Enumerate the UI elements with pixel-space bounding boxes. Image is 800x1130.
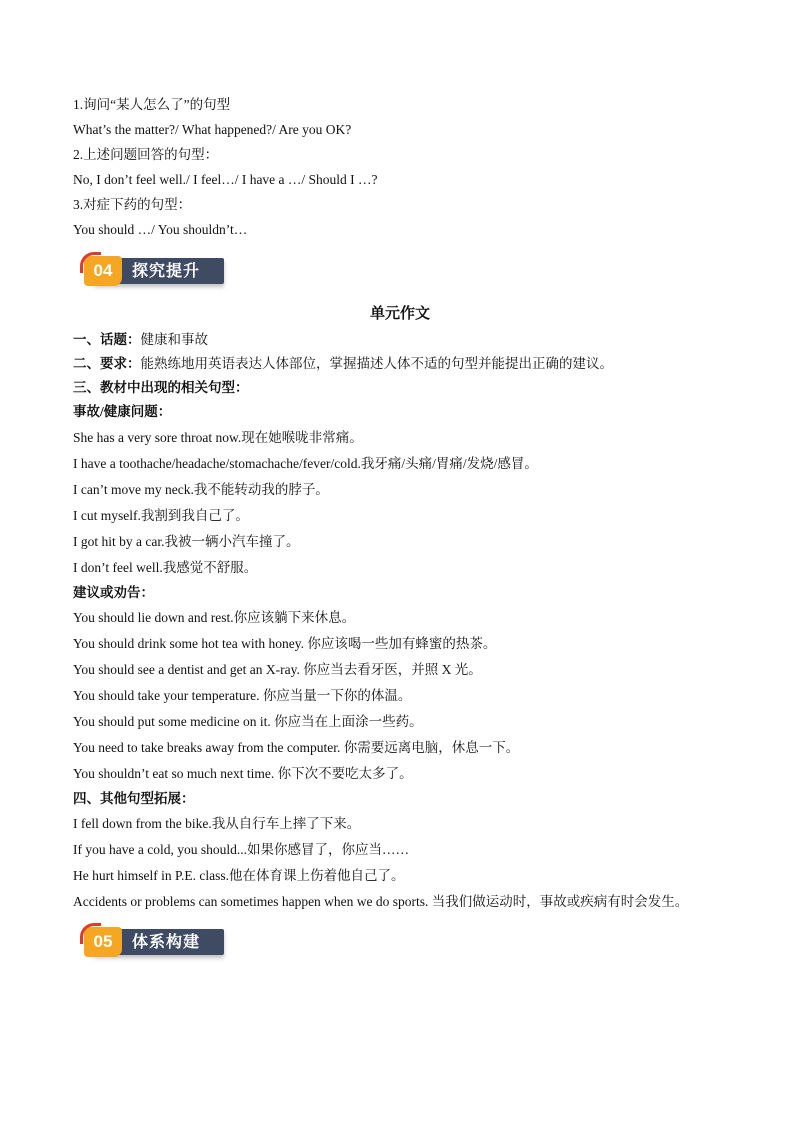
intro-line-6: You should …/ You shouldn’t… [73,222,248,237]
requirement-label: 二、要求： [73,356,141,371]
swoosh-icon [80,252,101,273]
advice-sentence: You shouldn’t eat so much next time. 你下次不要吃太多了。 [73,766,413,781]
section-05-badge [80,925,226,961]
patterns-heading: 三、教材中出现的相关句型： [73,380,249,395]
intro-line-2: What’s the matter?/ What happened?/ Are you OK? [73,122,352,137]
extension-sentence: If you have a cold, you should...如果你感冒了，你应当…… [73,842,409,857]
requirement-line [73,355,613,373]
swoosh-icon [80,923,101,944]
advice-sentence: You should take your temperature. 你应当量一下你的体温。 [73,688,412,703]
extension-sentence: I fell down from the bike.我从自行车上摔了下来。 [73,816,361,831]
topic-label: 一、话题： [73,332,141,347]
section-number: 04 [84,256,122,286]
problem-sentence: I have a toothache/headache/stomachache/fever/cold.我牙痛/头痛/胃痛/发烧/感冒。 [73,456,538,471]
section-label: 体系构建 [132,932,201,951]
problem-sentence: She has a very sore throat now.现在她喉咙非常痛。 [73,430,363,445]
requirement-value: 能熟练地用英语表达人体部位，掌握描述人体不适的句型并能提出正确的建议。 [140,356,613,371]
advice-sentence: You need to take breaks away from the computer. 你需要远离电脑，休息一下。 [73,740,520,755]
problem-sentence: I don’t feel well.我感觉不舒服。 [73,560,258,575]
problem-sentence: I got hit by a car.我被一辆小汽车撞了。 [73,534,300,549]
intro-line-3: 2.上述问题回答的句型： [73,147,219,162]
section-04-badge [80,254,226,290]
intro-line-5: 3.对症下药的句型： [73,197,192,212]
section-label: 探究提升 [132,261,201,280]
problem-sentence: I cut myself.我割到我自己了。 [73,508,249,523]
intro-line-4: No, I don’t feel well./ I feel…/ I have a …/ Should I …? [73,172,378,187]
topic-line [73,331,208,349]
advice-sentence: You should drink some hot tea with honey. 你应该喝一些加有蜂蜜的热茶。 [73,636,497,651]
extension-heading: 四、其他句型拓展： [73,791,195,806]
intro-line-1: 1.询问“某人怎么了”的句型 [73,97,231,112]
extension-sentence: Accidents or problems can sometimes happen when we do sports. 当我们做运动时，事故或疾病有时会发生。 [73,894,689,909]
problems-heading: 事故/健康问题： [73,404,172,419]
advice-sentence: You should lie down and rest.你应该躺下来休息。 [73,610,356,625]
section-number: 05 [84,927,122,957]
advice-sentence: You should put some medicine on it. 你应当在上面涂一些药。 [73,714,423,729]
extension-sentence: He hurt himself in P.E. class.他在体育课上伤着他自己了。 [73,868,405,883]
essay-title: 单元作文 [369,306,430,322]
problem-sentence: I can’t move my neck.我不能转动我的脖子。 [73,482,329,497]
advice-sentence: You should see a dentist and get an X-ray. 你应当去看牙医，并照 X 光。 [73,662,482,677]
topic-value: 健康和事故 [140,332,208,347]
advice-heading: 建议或劝告： [73,585,154,600]
